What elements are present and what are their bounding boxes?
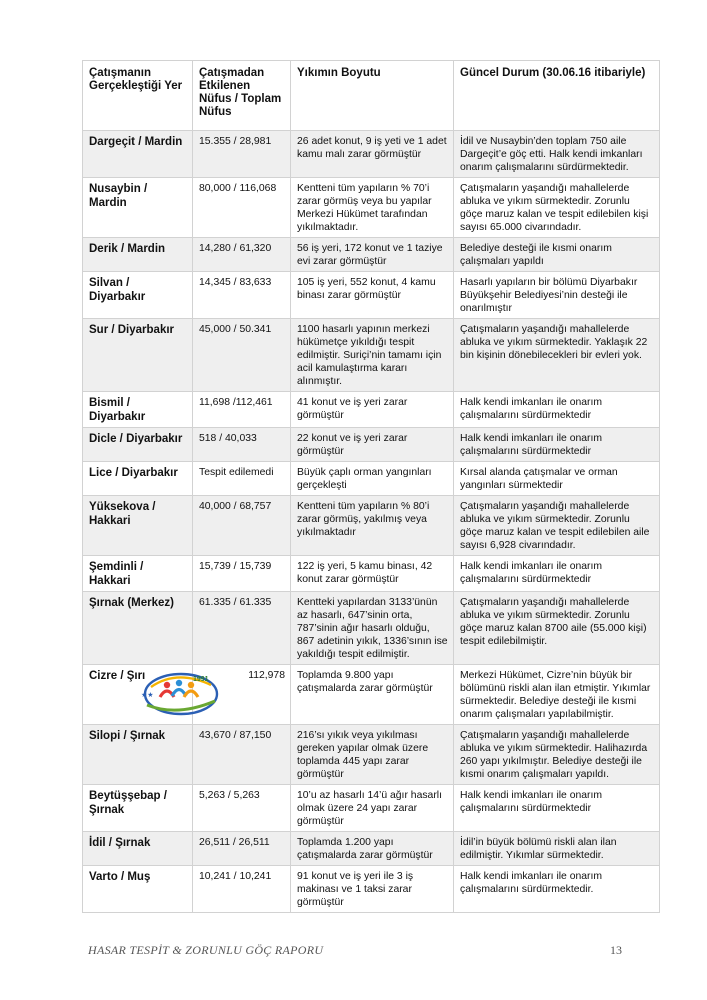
row-population: 80,000 / 116,068 xyxy=(193,178,291,238)
row-status: İdil ve Nusaybin’den toplam 750 aile Dargeçit’e göç etti. Halk kendi imkanları onarım çalışmalarını sürdürmektedir. xyxy=(454,131,660,178)
table-header-row xyxy=(83,61,660,131)
row-location-with-logo xyxy=(83,665,209,725)
table-row xyxy=(83,725,660,785)
row-damage: 10’u az hasarlı 14’ü ağır hasarlı olmak üzere 24 yapı zarar görmüştür xyxy=(291,785,454,832)
row-population: 40,000 / 68,757 xyxy=(193,496,291,556)
logo-figure-head-blue xyxy=(176,680,182,686)
row-population: 10,241 / 10,241 xyxy=(193,866,291,913)
footer-report-title: HASAR TESPİT & ZORUNLU GÖÇ RAPORU xyxy=(88,943,324,957)
row-status: İdil’in büyük bölümü riskli alan ilan edilmiştir. Yıkımlar sürmektedir. xyxy=(454,832,660,866)
table-row xyxy=(83,428,660,462)
row-population: 45,000 / 50.341 xyxy=(193,319,291,392)
table-row xyxy=(83,866,660,913)
row-location: Lice / Diyarbakır xyxy=(83,462,193,496)
logo-stars: ★★ xyxy=(141,691,154,699)
table-row xyxy=(83,178,660,238)
row-population: 43,670 / 87,150 xyxy=(193,725,291,785)
row-status: Halk kendi imkanları ile onarım çalışmalarını sürdürmektedir xyxy=(454,785,660,832)
logo-year: 1991 xyxy=(193,676,209,683)
organization-logo xyxy=(137,667,219,717)
row-status: Çatışmaların yaşandığı mahallelerde abluka ve yıkım sürmektedir. Yaklaşık 22 bin kişinin dönebilecekleri bir evleri yok. xyxy=(454,319,660,392)
row-population: 518 / 40,033 xyxy=(193,428,291,462)
row-population: 14,280 / 61,320 xyxy=(193,238,291,272)
row-damage: Büyük çaplı orman yangınları gerçekleşti xyxy=(291,462,454,496)
row-status: Belediye desteği ile kısmi onarım çalışmaları yapıldı xyxy=(454,238,660,272)
page-number: 13 xyxy=(610,943,622,957)
row-damage: 91 konut ve iş yeri ile 3 iş makinası ve 1 taksi zarar görmüştür xyxy=(291,866,454,913)
row-status: Hasarlı yapıların bir bölümü Diyarbakır Büyükşehir Belediyesi’nin desteği ile onarılmıştır xyxy=(454,272,660,319)
header-status: Güncel Durum (30.06.16 itibariyle) xyxy=(454,61,660,131)
row-status: Çatışmaların yaşandığı mahallelerde abluka ve yıkım sürmektedir. Zorunlu göçe maruz kalan 8700 aile (55.000 kişi) tespit edilebilmiştir. xyxy=(454,592,660,665)
header-population: Çatışmadan Etkilenen Nüfus / Toplam Nüfus xyxy=(193,61,291,131)
row-damage: 41 konut ve iş yeri zarar görmüştür xyxy=(291,392,454,428)
table-row xyxy=(83,665,660,725)
row-damage: 216’sı yıkık veya yıkılması gereken yapılar olmak üzere toplamda 445 yapı zarar görmüştür xyxy=(291,725,454,785)
row-population: Tespit edilemedi xyxy=(193,462,291,496)
row-location: Dargeçit / Mardin xyxy=(83,131,193,178)
row-damage: Kentteni tüm yapıların % 80’i zarar görmüş, yakılmış veya yıkılmaktadır xyxy=(291,496,454,556)
table-row xyxy=(83,392,660,428)
row-status: Halk kendi imkanları ile onarım çalışmalarını sürdürmektedir xyxy=(454,556,660,592)
table-row xyxy=(83,832,660,866)
row-population: 26,511 / 26,511 xyxy=(193,832,291,866)
row-population: 15,739 / 15,739 xyxy=(193,556,291,592)
logo-figure-orange xyxy=(184,691,198,697)
header-location: Çatışmanın Gerçekleştiği Yer xyxy=(83,61,193,131)
row-status: Kırsal alanda çatışmalar ve orman yangınları sürmektedir xyxy=(454,462,660,496)
row-location: Şırnak (Merkez) xyxy=(83,592,193,665)
row-location: Silvan / Diyarbakır xyxy=(83,272,193,319)
table-row xyxy=(83,319,660,392)
row-population: 11,698 /112,461 xyxy=(193,392,291,428)
row-population: 15.355 / 28,981 xyxy=(193,131,291,178)
row-damage: Toplamda 9.800 yapı çatışmalarda zarar görmüştür xyxy=(291,665,454,725)
logo-figure-head-red xyxy=(164,682,170,688)
row-population: 14,345 / 83,633 xyxy=(193,272,291,319)
table-row xyxy=(83,462,660,496)
table-row xyxy=(83,131,660,178)
row-damage: 105 iş yeri, 552 konut, 4 kamu binası zarar görmüştür xyxy=(291,272,454,319)
row-damage: Toplamda 1.200 yapı çatışmalarda zarar görmüştür xyxy=(291,832,454,866)
row-status: Çatışmaların yaşandığı mahallelerde abluka ve yıkım sürmektedir. Zorunlu göçe maruz kalan ve tespit edilebilen kişi sayısı 65.000 civarındadır. xyxy=(454,178,660,238)
row-damage: 26 adet konut, 9 iş yeti ve 1 adet kamu malı zarar görmüştür xyxy=(291,131,454,178)
row-damage: 1100 hasarlı yapının merkezi hükümetçe yıkıldığı tespit edilmiştir. Suriçi’nin tamamı için acil kamulaştırma kararı alınmıştır. xyxy=(291,319,454,392)
table-row xyxy=(83,556,660,592)
row-location: Cizre / Şırı xyxy=(89,670,146,682)
row-location: Sur / Diyarbakır xyxy=(83,319,193,392)
row-location: Beytüşşebap / Şırnak xyxy=(83,785,193,832)
row-location: İdil / Şırnak xyxy=(83,832,193,866)
row-population: 5,263 / 5,263 xyxy=(193,785,291,832)
row-damage: 56 iş yeri, 172 konut ve 1 taziye evi zarar görmüştür xyxy=(291,238,454,272)
table-row xyxy=(83,272,660,319)
row-status: Merkezi Hükümet, Cizre’nin büyük bir bölümünü riskli alan ilan etmiştir. Yıkımlar sürmektedir. Belediye desteği ile kısmi onarım çalışmaları yapılabilmiştir. xyxy=(454,665,660,725)
row-damage: 22 konut ve iş yeri zarar görmüştür xyxy=(291,428,454,462)
row-location: Nusaybin / Mardin xyxy=(83,178,193,238)
header-damage: Yıkımın Boyutu xyxy=(291,61,454,131)
row-location: Varto / Muş xyxy=(83,866,193,913)
row-status: Çatışmaların yaşandığı mahallelerde abluka ve yıkım sürmektedir. Halihazırda 260 yapı yıkılmıştır. Belediye desteği ile kısmi onarım çalışmaları yapıldı. xyxy=(454,725,660,785)
row-status: Çatışmaların yaşandığı mahallelerde abluka ve yıkım sürmektedir. Zorunlu göçe maruz kalan ve tespit edilebilen aile sayısı 6,928 civarındadır. xyxy=(454,496,660,556)
row-status: Halk kendi imkanları ile onarım çalışmalarını sürdürmektedir xyxy=(454,392,660,428)
row-location: Şemdinli / Hakkari xyxy=(83,556,193,592)
row-damage: Kentteni tüm yapıların % 70’i zarar görmüş veya bu yapılar Merkezi Hükümet tarafından yıkılmaktadır. xyxy=(291,178,454,238)
row-status: Halk kendi imkanları ile onarım çalışmalarını sürdürmektedir. xyxy=(454,866,660,913)
table-row xyxy=(83,592,660,665)
row-location: Dicle / Diyarbakır xyxy=(83,428,193,462)
table-row xyxy=(83,238,660,272)
row-status: Halk kendi imkanları ile onarım çalışmalarını sürdürmektedir xyxy=(454,428,660,462)
row-location: Silopi / Şırnak xyxy=(83,725,193,785)
row-location: Yüksekova / Hakkari xyxy=(83,496,193,556)
row-damage: 122 iş yeri, 5 kamu binası, 42 konut zarar görmüştür xyxy=(291,556,454,592)
row-population: 61.335 / 61.335 xyxy=(193,592,291,665)
displacement-table xyxy=(82,60,660,913)
table-row xyxy=(83,785,660,832)
row-damage: Kentteki yapılardan 3133’ünün az hasarlı, 647’sinin orta, 787’sinin ağır hasarlı olduğu, 867 adetinin yıkık, 1336’sının ise yakıldığı tespit edilmiştir. xyxy=(291,592,454,665)
row-location: Derik / Mardin xyxy=(83,238,193,272)
table-row xyxy=(83,496,660,556)
row-population: 112,978 xyxy=(193,665,291,725)
row-location: Bismil / Diyarbakır xyxy=(83,392,193,428)
